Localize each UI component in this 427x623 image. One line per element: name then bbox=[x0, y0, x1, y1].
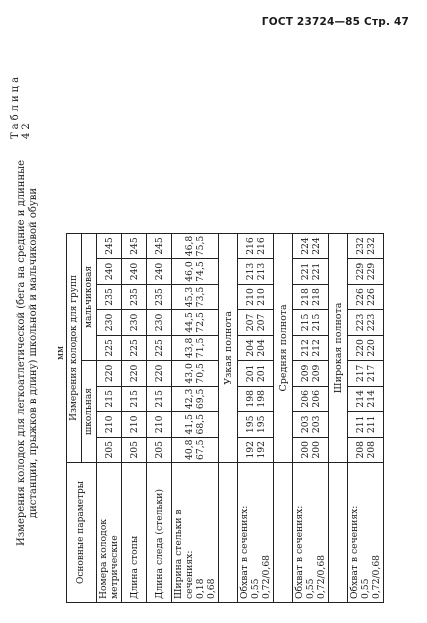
table-row bbox=[293, 233, 329, 602]
value-line: 217 bbox=[354, 364, 366, 383]
value-cell: 230 bbox=[97, 310, 122, 335]
row-label bbox=[147, 463, 172, 603]
value-cell bbox=[172, 437, 219, 462]
value-cell bbox=[348, 361, 384, 386]
value-line: 209 bbox=[299, 364, 311, 383]
value-cell bbox=[348, 437, 384, 462]
row-label bbox=[97, 463, 122, 603]
value-line: 210 bbox=[255, 288, 267, 306]
value-line: 206 bbox=[299, 390, 311, 408]
value-line: 40,8 bbox=[184, 439, 195, 460]
value-cell bbox=[238, 233, 274, 258]
value-line: 203 bbox=[310, 415, 322, 434]
value-line: 68,5 bbox=[195, 414, 206, 435]
row-label bbox=[122, 463, 147, 603]
value-cell: 205 bbox=[97, 437, 122, 462]
value-line: 229 bbox=[365, 262, 377, 281]
value-line: 229 bbox=[354, 262, 366, 281]
value-cell bbox=[172, 284, 219, 309]
value-line: 192 bbox=[255, 441, 267, 459]
value-cell bbox=[172, 259, 219, 284]
value-cell: 240 bbox=[122, 259, 147, 284]
value-cell bbox=[348, 233, 384, 258]
value-cell bbox=[172, 310, 219, 335]
table-number: Таблица 42 bbox=[10, 73, 32, 139]
value-line: 221 bbox=[299, 262, 311, 281]
value-line: 75,5 bbox=[195, 235, 206, 257]
value-line: 216 bbox=[244, 237, 256, 255]
value-cell bbox=[238, 437, 274, 462]
value-line: 212 bbox=[299, 339, 311, 357]
value-line: 43,8 bbox=[184, 337, 195, 359]
value-line: 198 bbox=[244, 390, 256, 408]
value-line: 204 bbox=[255, 339, 267, 357]
value-line: 215 bbox=[299, 313, 311, 332]
value-line: 70,5 bbox=[195, 363, 206, 384]
table-row bbox=[238, 233, 274, 602]
value-cell bbox=[238, 386, 274, 411]
value-cell bbox=[293, 361, 329, 386]
row-sublabel: 0,72/0,68 bbox=[316, 554, 327, 599]
school-header: школьная bbox=[82, 361, 97, 463]
row-label bbox=[172, 463, 219, 603]
title-line: Измерения колодок для легкоатлетической (бега на средние и длинные bbox=[16, 160, 27, 546]
value-line: 213 bbox=[255, 262, 267, 281]
value-line: 224 bbox=[299, 237, 311, 255]
value-line: 71,5 bbox=[195, 337, 206, 359]
value-cell: 245 bbox=[122, 233, 147, 258]
value-cell: 210 bbox=[147, 412, 172, 437]
value-cell: 205 bbox=[122, 437, 147, 462]
value-line: 218 bbox=[310, 288, 322, 306]
value-line: 207 bbox=[255, 313, 267, 332]
value-line: 220 bbox=[365, 339, 377, 357]
value-line: 209 bbox=[310, 364, 322, 383]
value-line: 44,5 bbox=[184, 312, 195, 333]
value-cell: 235 bbox=[122, 284, 147, 309]
value-cell: 225 bbox=[122, 335, 147, 360]
value-cell: 210 bbox=[97, 412, 122, 437]
table-row bbox=[97, 233, 122, 602]
section-title: Широкая полнота bbox=[329, 233, 348, 462]
row-sublabel: 0,72/0,68 bbox=[261, 554, 272, 599]
value-cell bbox=[172, 361, 219, 386]
table-row bbox=[122, 233, 147, 602]
value-line: 46,8 bbox=[184, 235, 195, 257]
value-line: 200 bbox=[299, 441, 311, 459]
value-cell: 220 bbox=[122, 361, 147, 386]
value-cell bbox=[238, 284, 274, 309]
value-cell bbox=[348, 335, 384, 360]
value-cell: 225 bbox=[97, 335, 122, 360]
value-cell bbox=[348, 284, 384, 309]
section-row bbox=[274, 233, 293, 602]
table-row bbox=[348, 233, 384, 602]
value-line: 45,3 bbox=[184, 286, 195, 308]
value-cell: 215 bbox=[147, 386, 172, 411]
value-line: 211 bbox=[365, 415, 377, 434]
value-cell: 215 bbox=[97, 386, 122, 411]
table-title bbox=[16, 103, 40, 603]
rotated-page bbox=[0, 63, 427, 623]
value-line: 42,3 bbox=[184, 388, 195, 410]
value-line: 232 bbox=[365, 237, 377, 255]
value-line: 201 bbox=[255, 364, 267, 383]
value-cell bbox=[348, 310, 384, 335]
row-sublabel: 0,68 bbox=[206, 578, 217, 599]
value-cell: 220 bbox=[147, 361, 172, 386]
value-cell bbox=[293, 437, 329, 462]
row-label-text: Номера колодок метрические bbox=[98, 519, 120, 599]
row-sublabel: 0,55 bbox=[305, 578, 316, 599]
boys-header: мальчиковая bbox=[82, 233, 97, 360]
title-line: дистанции, прыжков в длину) школьной и мальчиковой обуви bbox=[28, 187, 39, 519]
value-cell bbox=[293, 412, 329, 437]
value-line: 223 bbox=[354, 313, 366, 332]
value-line: 216 bbox=[255, 237, 267, 255]
value-line: 208 bbox=[354, 441, 366, 459]
value-line: 226 bbox=[354, 288, 366, 306]
section-title: Узкая полнота bbox=[219, 233, 238, 462]
table-row bbox=[147, 233, 172, 602]
value-cell: 230 bbox=[147, 310, 172, 335]
value-line: 41,5 bbox=[184, 414, 195, 435]
value-cell: 220 bbox=[97, 361, 122, 386]
value-cell: 215 bbox=[122, 386, 147, 411]
unit-label: мм bbox=[56, 346, 66, 361]
value-line: 200 bbox=[310, 441, 322, 459]
value-line: 201 bbox=[244, 364, 256, 383]
value-line: 213 bbox=[244, 262, 256, 281]
table-row bbox=[172, 233, 219, 602]
empty-cell bbox=[274, 463, 293, 603]
value-line: 221 bbox=[310, 262, 322, 281]
value-line: 217 bbox=[365, 364, 377, 383]
empty-cell bbox=[219, 463, 238, 603]
value-line: 72,5 bbox=[195, 312, 206, 333]
value-cell: 245 bbox=[147, 233, 172, 258]
value-cell: 240 bbox=[97, 259, 122, 284]
value-line: 69,5 bbox=[195, 388, 206, 410]
row-label bbox=[293, 463, 329, 603]
value-line: 215 bbox=[310, 313, 322, 332]
value-cell bbox=[238, 361, 274, 386]
value-line: 208 bbox=[365, 441, 377, 459]
empty-cell bbox=[329, 463, 348, 603]
param-header: Основные параметры bbox=[67, 463, 97, 603]
value-cell bbox=[172, 386, 219, 411]
value-cell bbox=[172, 335, 219, 360]
value-cell bbox=[172, 233, 219, 258]
value-line: 192 bbox=[244, 441, 256, 459]
value-cell bbox=[238, 335, 274, 360]
value-cell bbox=[348, 412, 384, 437]
value-line: 232 bbox=[354, 237, 366, 255]
value-cell: 210 bbox=[122, 412, 147, 437]
value-cell bbox=[348, 386, 384, 411]
value-cell: 205 bbox=[147, 437, 172, 462]
value-line: 206 bbox=[310, 390, 322, 408]
value-cell bbox=[293, 310, 329, 335]
value-line: 74,5 bbox=[195, 261, 206, 282]
value-cell bbox=[238, 259, 274, 284]
value-line: 73,5 bbox=[195, 286, 206, 308]
section-title: Средняя полнота bbox=[274, 233, 293, 462]
value-line: 212 bbox=[310, 339, 322, 357]
measurements-table bbox=[66, 233, 384, 603]
value-cell: 230 bbox=[122, 310, 147, 335]
value-line: 214 bbox=[365, 390, 377, 408]
row-label bbox=[238, 463, 274, 603]
value-line: 211 bbox=[354, 415, 366, 434]
value-cell: 225 bbox=[147, 335, 172, 360]
value-cell: 235 bbox=[97, 284, 122, 309]
value-cell bbox=[293, 284, 329, 309]
group-header: Измерения колодок для групп bbox=[67, 233, 82, 462]
row-sublabel: 0,55 bbox=[250, 578, 261, 599]
value-line: 195 bbox=[244, 415, 256, 434]
value-line: 195 bbox=[255, 415, 267, 434]
value-cell bbox=[293, 335, 329, 360]
value-cell: 235 bbox=[147, 284, 172, 309]
value-cell bbox=[293, 386, 329, 411]
page-header: ГОСТ 23724—85 Стр. 47 bbox=[261, 16, 409, 28]
value-line: 43,0 bbox=[184, 363, 195, 384]
value-line: 46,0 bbox=[184, 261, 195, 282]
value-line: 223 bbox=[365, 313, 377, 332]
value-line: 218 bbox=[299, 288, 311, 306]
value-line: 210 bbox=[244, 288, 256, 306]
value-cell bbox=[293, 233, 329, 258]
value-cell bbox=[238, 310, 274, 335]
row-label-text: Длина следа (стельки) bbox=[153, 489, 165, 599]
value-line: 214 bbox=[354, 390, 366, 408]
value-line: 207 bbox=[244, 313, 256, 332]
row-sublabel: 0,55 bbox=[360, 578, 371, 599]
value-line: 226 bbox=[365, 288, 377, 306]
row-label-text: Обхват в сечениях: bbox=[294, 505, 305, 599]
row-sublabel: 0,18 bbox=[195, 578, 206, 599]
value-line: 224 bbox=[310, 237, 322, 255]
value-cell: 240 bbox=[147, 259, 172, 284]
value-cell bbox=[172, 412, 219, 437]
row-label bbox=[348, 463, 384, 603]
value-cell bbox=[238, 412, 274, 437]
value-cell: 245 bbox=[97, 233, 122, 258]
value-cell bbox=[348, 259, 384, 284]
row-label-text: Ширина стельки в сечениях: bbox=[173, 509, 195, 599]
row-label-text: Обхват в сечениях: bbox=[349, 505, 360, 599]
value-line: 204 bbox=[244, 339, 256, 357]
section-row bbox=[219, 233, 238, 602]
value-cell bbox=[293, 259, 329, 284]
value-line: 198 bbox=[255, 390, 267, 408]
value-line: 220 bbox=[354, 339, 366, 357]
value-line: 67,5 bbox=[195, 439, 206, 460]
value-line: 203 bbox=[299, 415, 311, 434]
section-row bbox=[329, 233, 348, 602]
row-label-text: Длина стопы bbox=[128, 535, 140, 599]
row-label-text: Обхват в сечениях: bbox=[239, 505, 250, 599]
row-sublabel: 0,72/0,68 bbox=[371, 554, 382, 599]
